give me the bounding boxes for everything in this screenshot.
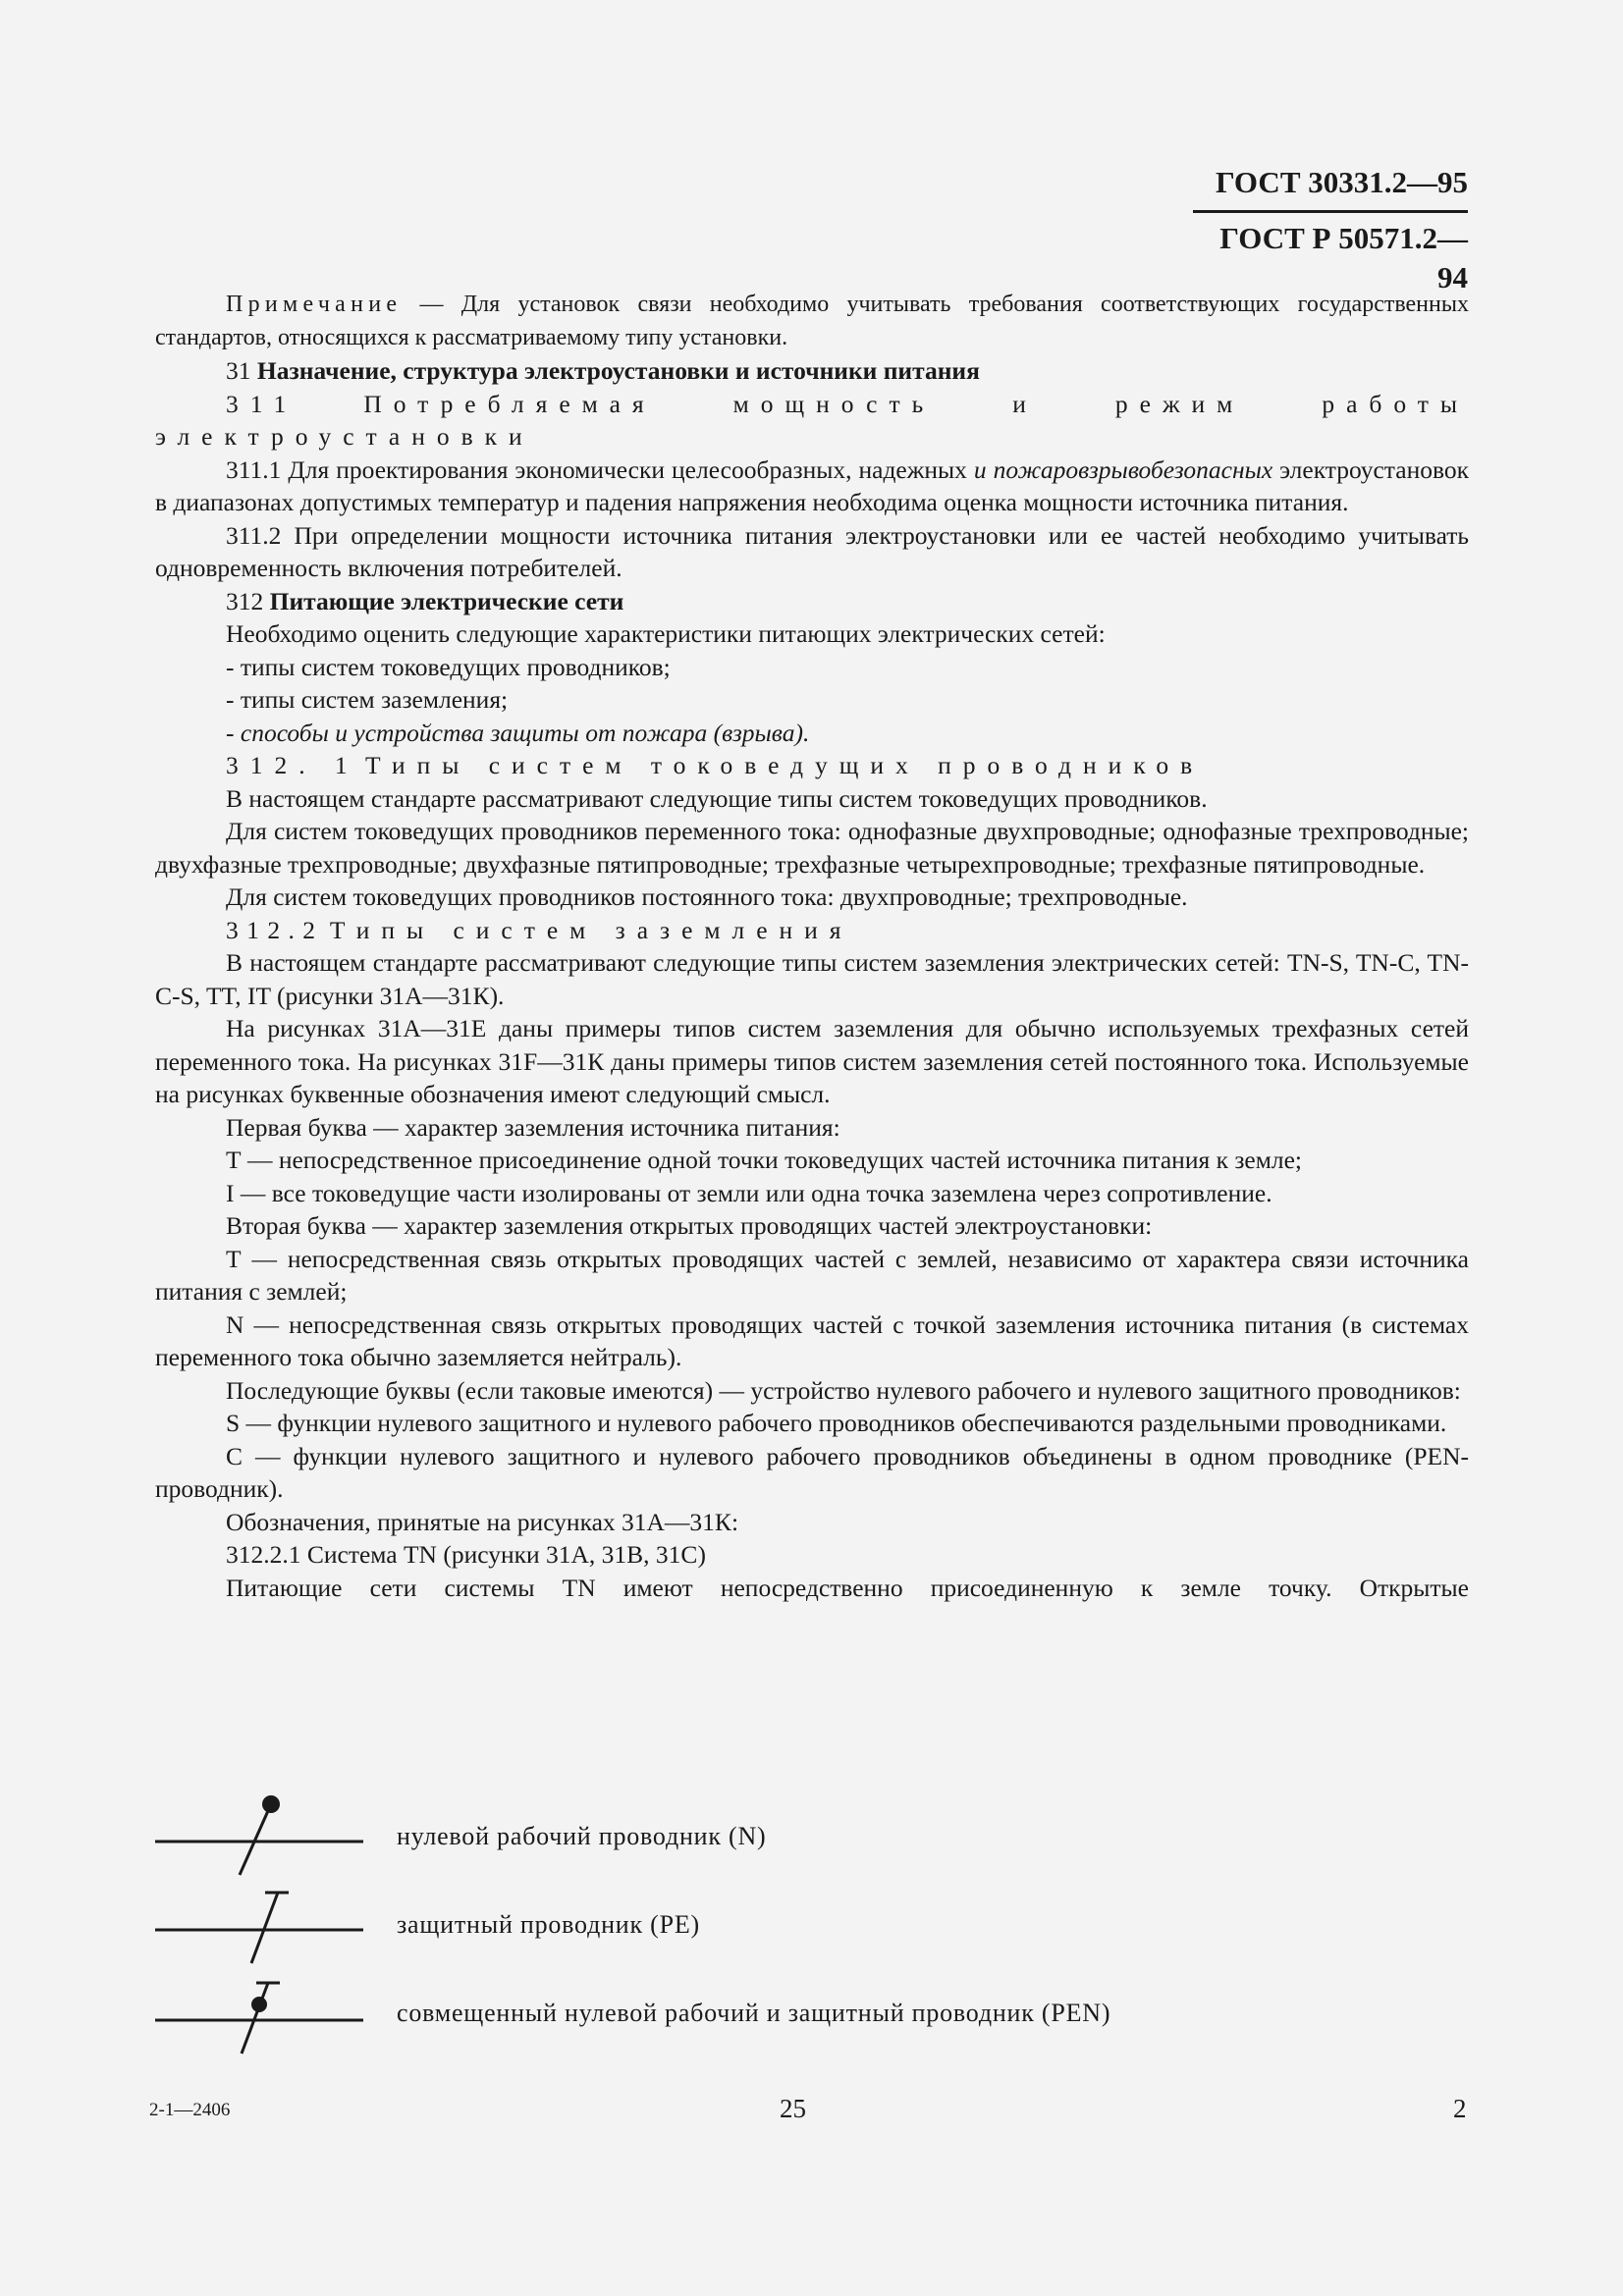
page-number: 25	[780, 2094, 806, 2123]
paragraph-312-1-a: В настоящем стандарте рассматривают следующие типы систем токоведущих проводников.	[226, 783, 1208, 813]
paragraph-312-2-a: В настоящем стандарте рассматривают следующие типы систем заземления электрических сетей: TN-S, TN-C, TN-C-S, TT, IT (рисунки 31А—31К).	[155, 948, 1469, 1010]
paragraph-t-parts: Т — непосредственная связь открытых проводящих частей с землей, независимо от характера связи источника питания с землей;	[155, 1244, 1469, 1306]
paragraph-s: S — функции нулевого защитного и нулевого рабочего проводников обеспечиваются раздельными проводниками.	[226, 1409, 1447, 1437]
pen-conductor-symbol	[155, 1969, 371, 2057]
legend-label: защитный проводник (PE)	[397, 1910, 700, 1939]
section-31-heading: 31 Назначение, структура электроустановки и источники питания	[226, 356, 980, 385]
list-item: - типы систем токоведущих проводников;	[226, 652, 671, 681]
paragraph-312-1-b: Для систем токоведущих проводников переменного тока: однофазные двухпроводные; однофазные трехпроводные; двухфазные трехпроводные; двухфазные пятипроводные; трехфазные четырехпроводные; трехфазные пятипроводные.	[155, 817, 1469, 879]
neutral-conductor-symbol	[155, 1792, 371, 1881]
paragraph-312-2-1: 312.2.1 Система TN (рисунки 31А, 31В, 31С)	[226, 1540, 706, 1569]
list-item: - типы систем заземления;	[226, 685, 509, 714]
header-divider	[1193, 210, 1468, 213]
legend-label: совмещенный нулевой рабочий и защитный проводник (PEN)	[397, 1999, 1111, 2027]
paragraph-n-parts: N — непосредственная связь открытых проводящих частей с точкой заземления источника питания (в системах переменного тока обычно заземляется нейтраль).	[155, 1309, 1469, 1371]
paragraph-designations: Обозначения, принятые на рисунках 31А—31К:	[226, 1507, 739, 1536]
paragraph-t-source: Т — непосредственное присоединение одной точки токоведущих частей источника питания к земле;	[226, 1146, 1302, 1174]
paragraph-first-letter: Первая буква — характер заземления источника питания:	[226, 1112, 840, 1142]
paragraph-tn-system: Питающие сети системы TN имеют непосредственно присоединенную к земле точку. Открытые	[226, 1573, 1469, 1602]
paragraph-i-source: I — все токоведущие части изолированы от земли или одна точка заземлена через сопротивление.	[226, 1178, 1272, 1207]
note-paragraph: Примечание — Для установок связи необходимо учитывать требования соответствующих государственных стандартов, относящихся к рассматриваемому типу установки.	[155, 292, 1469, 350]
paragraph-312-1-c: Для систем токоведущих проводников постоянного тока: двухпроводные; трехпроводные.	[226, 882, 1188, 911]
protective-conductor-symbol	[155, 1881, 371, 1969]
standard-code-1: ГОСТ 30331.2—95	[1215, 165, 1468, 199]
section-312-2-heading: 312.2 Типы систем заземления	[226, 915, 853, 944]
paragraph-312-intro: Необходимо оценить следующие характеристики питающих электрических сетей:	[226, 619, 1106, 648]
section-312-1-heading: 312. 1 Типы систем токоведущих проводников	[226, 751, 1205, 779]
paragraph-311-2: 311.2 При определении мощности источника питания электроустановки или ее частей необходимо учитывать одновременность включения потребителей.	[155, 520, 1469, 582]
sheet-number: 2	[1453, 2094, 1467, 2123]
paragraph-second-letter: Вторая буква — характер заземления открытых проводящих частей электроустановки:	[226, 1211, 1153, 1240]
section-312-heading: 312 Питающие электрические сети	[226, 586, 624, 615]
paragraph-311-1: 311.1 Для проектирования экономически целесообразных, надежных и пожаровзрывобезопасных электроустановок в диапазонах допустимых температур и падения напряжения необходима оценка мощности источника питания.	[155, 454, 1469, 516]
document-body	[155, 289, 1469, 1604]
paragraph-next-letters: Последующие буквы (если таковые имеются) — устройство нулевого рабочего и нулевого защитного проводников:	[226, 1375, 1461, 1405]
legend-row-neutral	[155, 1792, 1137, 1881]
paragraph-312-2-b: На рисунках 31А—31Е даны примеры типов систем заземления для обычно используемых трехфазных сетей переменного тока. На рисунках 31F—31К даны примеры типов систем заземления сетей постоянного тока. Используемые на рисунках буквенные обозначения имеют следующий смысл.	[155, 1014, 1469, 1108]
footer-code: 2-1—2406	[149, 2100, 231, 2120]
legend-row-pen	[155, 1969, 1137, 2057]
legend-row-protective	[155, 1881, 1137, 1969]
section-311-heading: 311 Потребляемая мощность и режим работы электроустановки	[155, 389, 1469, 451]
list-item: - способы и устройства защиты от пожара (взрыва).	[226, 718, 810, 747]
standard-code-2: ГОСТ Р 50571.2—94	[1219, 221, 1468, 294]
document-header	[1193, 163, 1468, 297]
paragraph-c: С — функции нулевого защитного и нулевого рабочего проводников объединены в одном проводнике (PEN-проводник).	[155, 1441, 1469, 1503]
legend-label: нулевой рабочий проводник (N)	[397, 1822, 767, 1850]
